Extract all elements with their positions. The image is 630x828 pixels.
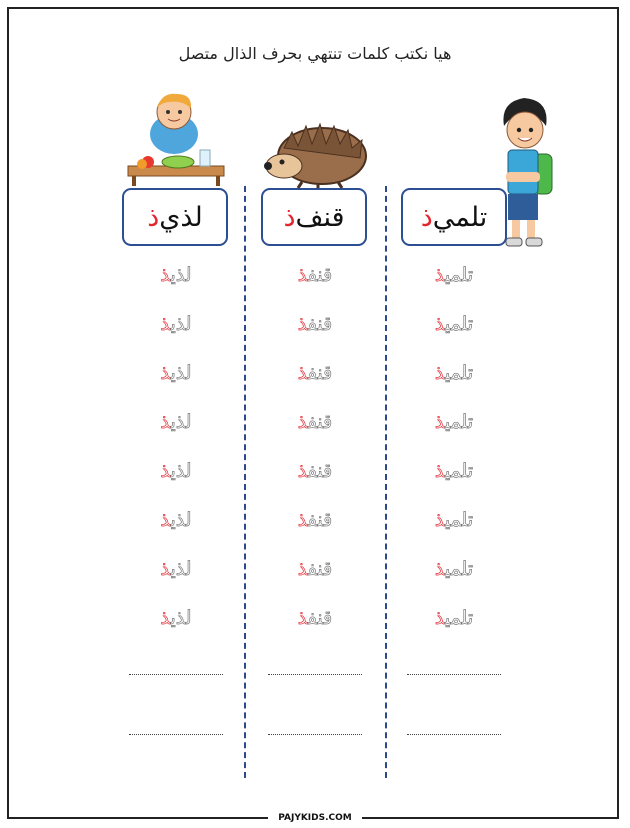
trace-word-tilmidh: تلميذ: [434, 509, 474, 531]
trace-word-tilmidh: تلميذ: [434, 362, 474, 384]
worksheet-title: هيا نكتب كلمات تنتهي بحرف الذال متصل: [178, 44, 452, 63]
trace-word-qunfudh: قنفذ: [297, 313, 333, 335]
trace-word-qunfudh: قنفذ: [297, 362, 333, 384]
trace-word-tilmidh: تلميذ: [434, 313, 474, 335]
trace-word-ladhidh: لذيذ: [160, 411, 192, 433]
trace-word-ladhidh: لذيذ: [160, 460, 192, 482]
writing-line[interactable]: [407, 734, 501, 735]
hedgehog-illustration: [262, 118, 370, 190]
trace-word-ladhidh: لذيذ: [160, 264, 192, 286]
trace-word-qunfudh: قنفذ: [297, 411, 333, 433]
trace-word-qunfudh: قنفذ: [297, 509, 333, 531]
trace-word-ladhidh: لذيذ: [160, 607, 192, 629]
word-box-tilmidh: تلمي ذ: [401, 188, 507, 246]
trace-word-qunfudh: قنفذ: [297, 460, 333, 482]
trace-word-ladhidh: لذيذ: [160, 313, 192, 335]
writing-line[interactable]: [268, 674, 362, 675]
writing-line[interactable]: [129, 674, 223, 675]
trace-word-tilmidh: تلميذ: [434, 264, 474, 286]
writing-line[interactable]: [129, 734, 223, 735]
trace-word-tilmidh: تلميذ: [434, 607, 474, 629]
boy-eating-illustration: [122, 88, 228, 188]
trace-word-ladhidh: لذيذ: [160, 558, 192, 580]
trace-word-ladhidh: لذيذ: [160, 509, 192, 531]
trace-word-tilmidh: تلميذ: [434, 411, 474, 433]
writing-line[interactable]: [407, 674, 501, 675]
column-divider-left: [244, 186, 246, 778]
word-box-qunfudh: قنف ذ: [261, 188, 367, 246]
column-divider-right: [385, 186, 387, 778]
trace-word-tilmidh: تلميذ: [434, 558, 474, 580]
trace-word-tilmidh: تلميذ: [434, 460, 474, 482]
trace-word-qunfudh: قنفذ: [297, 264, 333, 286]
footer-site: PAJYKIDS.COM: [268, 811, 362, 825]
trace-word-qunfudh: قنفذ: [297, 558, 333, 580]
writing-line[interactable]: [268, 734, 362, 735]
trace-word-qunfudh: قنفذ: [297, 607, 333, 629]
trace-word-ladhidh: لذيذ: [160, 362, 192, 384]
word-box-ladhidh: لذي ذ: [122, 188, 228, 246]
